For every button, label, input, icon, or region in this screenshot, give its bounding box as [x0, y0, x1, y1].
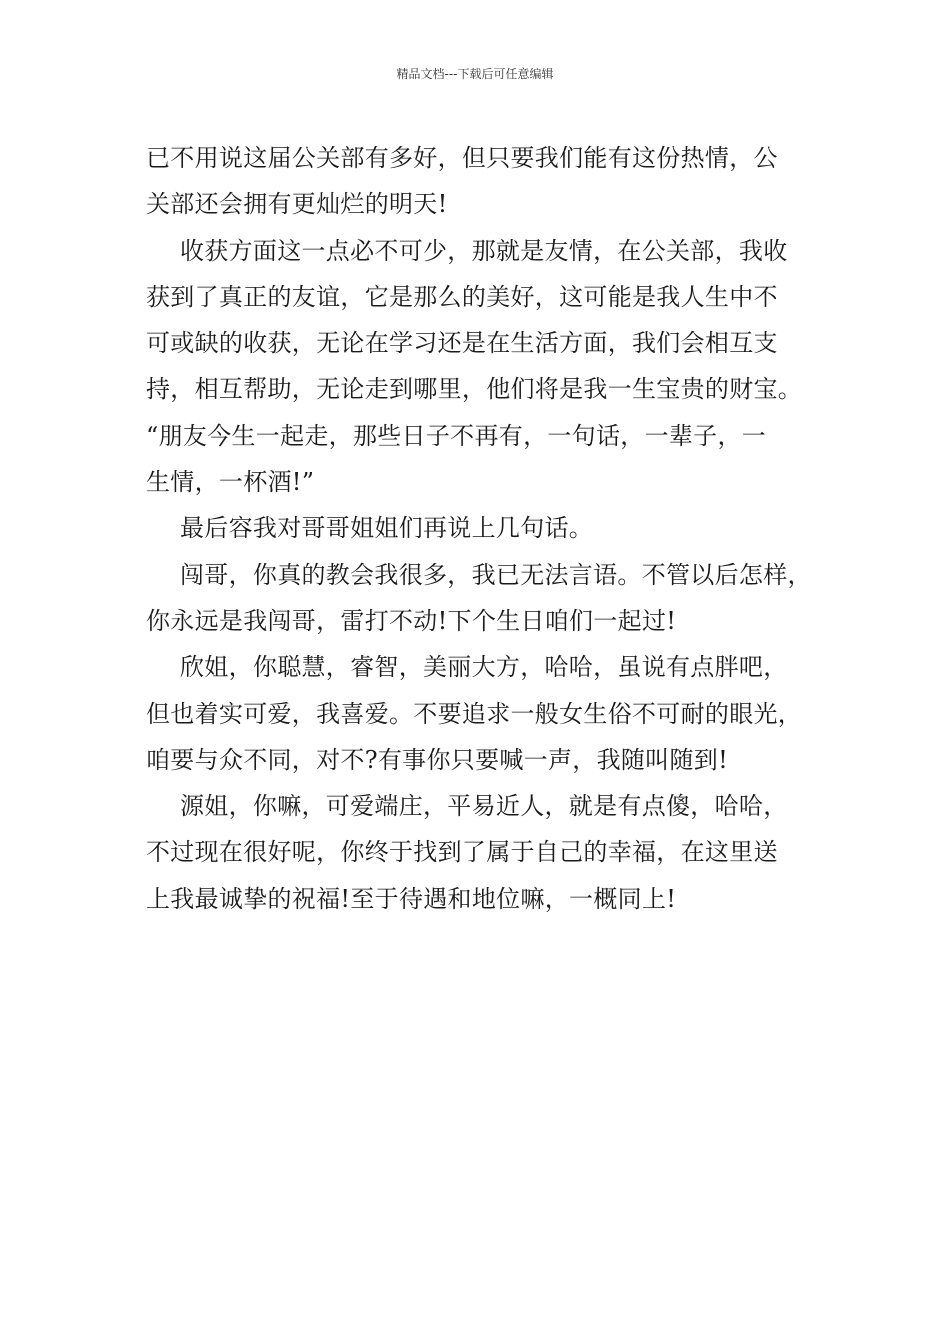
text-line: 关部还会拥有更灿烂的明天! [146, 190, 448, 219]
text-line: 上我最诚挚的祝福!至于待遇和地位嘛，一概同上! [146, 884, 677, 913]
paragraph-start-line: 源姐，你嘛，可爱端庄，平易近人，就是有点傻，哈哈， [180, 792, 788, 821]
text-line: “朋友今生一起走，那些日子不再有，一句话，一辈子，一 [146, 421, 767, 450]
paragraph-start-line: 欣姐，你聪慧，睿智，美丽大方，哈哈，虽说有点胖吧， [180, 653, 788, 682]
text-line: 你永远是我闯哥，雷打不动!下个生日咱们一起过! [146, 606, 677, 635]
document-body [146, 135, 814, 922]
paragraph-start-line: 闯哥，你真的教会我很多，我已无法言语。不管以后怎样， [180, 560, 812, 589]
text-line: 但也着实可爱，我喜爱。不要追求一般女生俗不可耐的眼光， [146, 699, 803, 728]
paragraph-start-line: 收获方面这一点必不可少，那就是友情，在公关部，我收 [180, 236, 788, 265]
text-line: 持，相互帮助，无论走到哪里，他们将是我一生宝贵的财宝。 [146, 375, 803, 404]
text-line: 生情，一杯酒!” [146, 468, 315, 497]
text-line: 获到了真正的友谊，它是那么的美好，这可能是我人生中不 [146, 282, 778, 311]
text-line: 已不用说这届公关部有多好，但只要我们能有这份热情，公 [146, 144, 778, 172]
text-line: 咱要与众不同，对不?有事你只要喊一声，我随叫随到! [146, 745, 729, 774]
text-line: 不过现在很好呢，你终于找到了属于自己的幸福，在这里送 [146, 838, 778, 867]
paragraph-start-line: 最后容我对哥哥姐姐们再说上几句话。 [180, 514, 594, 543]
page-header: 精品文档---下载后可任意编辑 [396, 67, 554, 81]
text-line: 可或缺的收获，无论在学习还是在生活方面，我们会相互支 [146, 329, 778, 358]
